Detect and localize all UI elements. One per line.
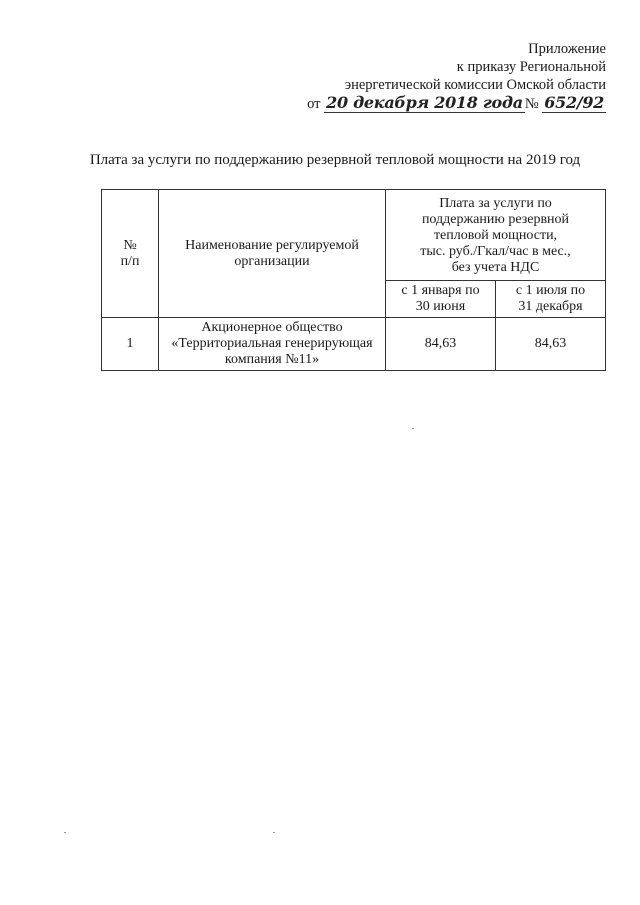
scan-speck [273, 832, 275, 833]
header-num: № п/п [102, 190, 159, 318]
scan-speck [412, 428, 414, 429]
appendix-line-3: энергетической комиссии Омской области [344, 77, 606, 93]
row-num: 1 [102, 318, 159, 371]
appendix-line-1: Приложение [528, 41, 606, 57]
header-period-1: с 1 января по 30 июня [386, 281, 496, 318]
appendix-line-2: к приказу Региональной [456, 59, 606, 75]
row-value-1: 84,63 [386, 318, 496, 371]
table-row [102, 318, 606, 371]
row-value-2: 84,63 [496, 318, 606, 371]
header-org-name: Наименование регулируемой организации [159, 190, 386, 318]
date-prefix: от [307, 96, 321, 112]
header-fee: Плата за услуги по поддержанию резервной тепловой мощности, тыс. руб./Гкал/час в мес., без учета НДС [386, 190, 606, 281]
handwritten-date: 20 декабря 2018 года [326, 93, 523, 112]
number-sign: № [524, 96, 539, 112]
document-title: Плата за услуги по поддержанию резервной тепловой мощности на 2019 год [89, 152, 581, 168]
header-period-2: с 1 июля по 31 декабря [496, 281, 606, 318]
row-org: Акционерное общество «Территориальная генерирующая компания №11» [159, 318, 386, 371]
tariff-table [101, 189, 606, 371]
appendix-date-line [307, 94, 606, 113]
scan-speck [64, 832, 66, 833]
handwritten-order-number: 652/92 [544, 93, 604, 112]
table-header-row [102, 190, 606, 281]
appendix-block [307, 40, 606, 113]
